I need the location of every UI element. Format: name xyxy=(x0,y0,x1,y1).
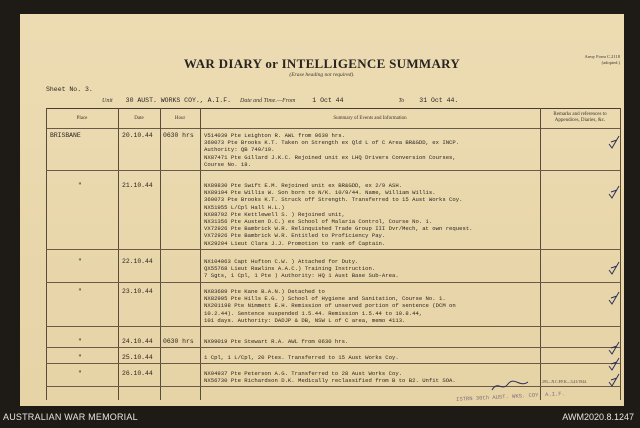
row-rule xyxy=(46,326,620,327)
entry-date: 20.10.44 xyxy=(122,132,153,139)
row-rule xyxy=(46,363,620,364)
entry-date: 25.10.44 xyxy=(122,354,153,361)
entry-date: 22.10.44 xyxy=(122,258,153,265)
entry-place: " xyxy=(78,182,82,189)
entry-line: VX72926 Pte Bambrick W.R. Relinquished Trade Group III Dvr/Mech, at own request. xyxy=(204,225,473,233)
entry-line: NX87471 Pte Gillard J.K.C. Rejoined unit ex LHQ Drivers Conversion Courses, xyxy=(204,153,456,161)
entry-place: " xyxy=(78,258,82,265)
column-header-remarks: Remarks and references to Appendices, Diaries, &c. xyxy=(553,112,607,123)
entry-hour: 0630 hrs xyxy=(163,132,194,139)
entry-date: 23.10.44 xyxy=(122,288,153,295)
entry-line: NX201198 Pte Nimmett E.H. Remission of unserved portion of sentence (DCM on xyxy=(204,302,456,310)
col-rule-hour xyxy=(200,108,201,400)
entry-line: NX99019 Pte Stewart R.A. AWL from 0630 hrs. xyxy=(204,338,349,345)
form-ref-number: Army Form C.2118 xyxy=(584,54,620,59)
print-reference: 293—N.C.P.F.K—3,41/1944. xyxy=(542,380,587,384)
entry-place: BRISBANE xyxy=(50,132,81,139)
checked-tick-icon xyxy=(606,134,622,150)
checked-tick-icon xyxy=(606,290,622,306)
entry-line: 360073 Pte Brooks K.T. Taken on Strength ex Qld L of C Area BR&GDD, ex INCP. xyxy=(204,139,460,147)
checked-tick-icon xyxy=(606,184,622,200)
checked-tick-icon xyxy=(606,260,622,276)
entry-line: NX56730 Pte Richardson D.K. Medically reclassified from B to B2. Unfit SOA. xyxy=(204,377,456,385)
unit-stamp: ISTRN 30th AUST. WKS. COY. A.I.F. xyxy=(455,390,566,403)
entry-line: NX82905 Pte Hills E.G. ) School of Hygiene and Sanitation, Course No. 1. xyxy=(204,295,446,303)
entry-place: " xyxy=(78,338,82,345)
entry-place: " xyxy=(78,354,82,361)
column-header-hour: Hour xyxy=(174,116,186,121)
entry-line: 360073 Pte Brooks K.T. Struck off Strength. Transferred to 15 Aust Works Coy. xyxy=(204,196,463,204)
entry-place: " xyxy=(78,370,82,377)
entry-line: Course No. 18. xyxy=(204,160,251,168)
entry-line: 101 days. Authority: DADJP & DB, NSW L of C area, memo 4113. xyxy=(204,316,406,324)
entry-line: V514039 Pte Leighton R. AWL from 0630 hrs. xyxy=(204,132,345,139)
entry-date: 21.10.44 xyxy=(122,182,153,189)
col-rule-place xyxy=(118,108,119,400)
sheet-number: Sheet No. 3. xyxy=(46,86,93,93)
from-date: 1 Oct 44 xyxy=(312,97,344,104)
checked-tick-icon xyxy=(606,356,622,372)
entry-line: NX89830 Pte Swift E.M. Rejoined unit ex BR&GDD, ex 2/9 ASH. xyxy=(204,182,403,189)
row-rule xyxy=(46,170,620,171)
entry-hour: 0630 hrs xyxy=(163,338,194,345)
unit-label: Unit xyxy=(102,98,113,104)
column-header-place: Place xyxy=(76,116,88,121)
row-rule xyxy=(46,386,620,387)
col-rule-date xyxy=(160,108,161,400)
checked-tick-icon xyxy=(606,372,622,388)
entry-date: 24.10.44 xyxy=(122,338,153,345)
form-ref-adopted: (adopted.) xyxy=(601,60,620,65)
date-label: Date and Time.—From xyxy=(240,98,296,104)
entry-line: NX94937 Pte Peterson A.G. Transferred to 28 Aust Works Coy. xyxy=(204,370,403,377)
column-header-date: Date xyxy=(134,116,144,121)
entry-line: NX51955 L/Cpl Hall H.L.) xyxy=(204,203,285,211)
footer-credit: AUSTRALIAN WAR MEMORIAL xyxy=(3,412,138,422)
signature xyxy=(490,378,530,394)
checked-tick-icon xyxy=(606,340,622,356)
entry-line: NX29204 Lieut Clara J.J. Promotion to rank of Captain. xyxy=(204,239,386,247)
entry-line: NX83689 Pte Kane B.A.N.) Detached to xyxy=(204,288,325,295)
col-rule-left xyxy=(46,108,47,400)
war-diary-sheet xyxy=(20,14,624,406)
unit-line xyxy=(102,97,458,104)
diary-table xyxy=(46,108,620,400)
column-header-summary: Summary of Events and Information xyxy=(333,116,407,121)
footer-reference: AWM2020.8.1247 xyxy=(562,412,634,422)
to-label: To xyxy=(398,98,405,104)
header-rule xyxy=(46,128,620,129)
entry-line: 1 Cpl, 1 L/Cpl, 20 Ptes. Transferred to 15 Aust Works Coy. xyxy=(204,354,399,361)
page-title: WAR DIARY or INTELLIGENCE SUMMARY xyxy=(183,56,461,71)
to-date: 31 Oct 44. xyxy=(419,97,459,104)
entry-line: 10.2.44). Sentence suspended 1.5.44. Remission 1.5.44 to 10.8.44, xyxy=(204,309,423,317)
row-rule xyxy=(46,347,620,348)
entry-line: VX72926 Pte Bambrick W.R. Entitled to Proficiency Pay. xyxy=(204,232,386,240)
row-rule xyxy=(46,249,620,250)
unit-value: 30 AUST. WORKS COY., A.I.F. xyxy=(125,97,231,104)
entry-place: " xyxy=(78,288,82,295)
entry-line: Authority: QB 740/19. xyxy=(204,146,275,154)
entry-line: NX88792 Pte Kettlewell S. ) Rejoined unit, xyxy=(204,210,345,218)
col-rule-summary xyxy=(540,108,541,400)
entry-line: NX31356 Pte Austen D.C.) ex School of Malaria Control, Course No. 1. xyxy=(204,218,433,225)
row-rule xyxy=(46,282,620,283)
entry-line: NX104063 Capt Hufton C.W. ) Attached for Duty. xyxy=(204,258,359,265)
entry-line: 7 Sgts, 1 Cpl, 1 Pte ) Authority: HQ 1 Aust Base Sub-Area. xyxy=(204,272,399,280)
entry-line: NX89194 Pte Willis W. Son born to N/K. 10/9/44. Name, William Willis. xyxy=(204,189,436,197)
table-top-rule xyxy=(46,108,620,109)
entry-date: 26.10.44 xyxy=(122,370,153,377)
entry-line: QX55768 Lieut Rawlins A.A.C.) Training Instruction. xyxy=(204,265,376,273)
page-subtitle: (Erase heading not required). xyxy=(289,72,355,78)
